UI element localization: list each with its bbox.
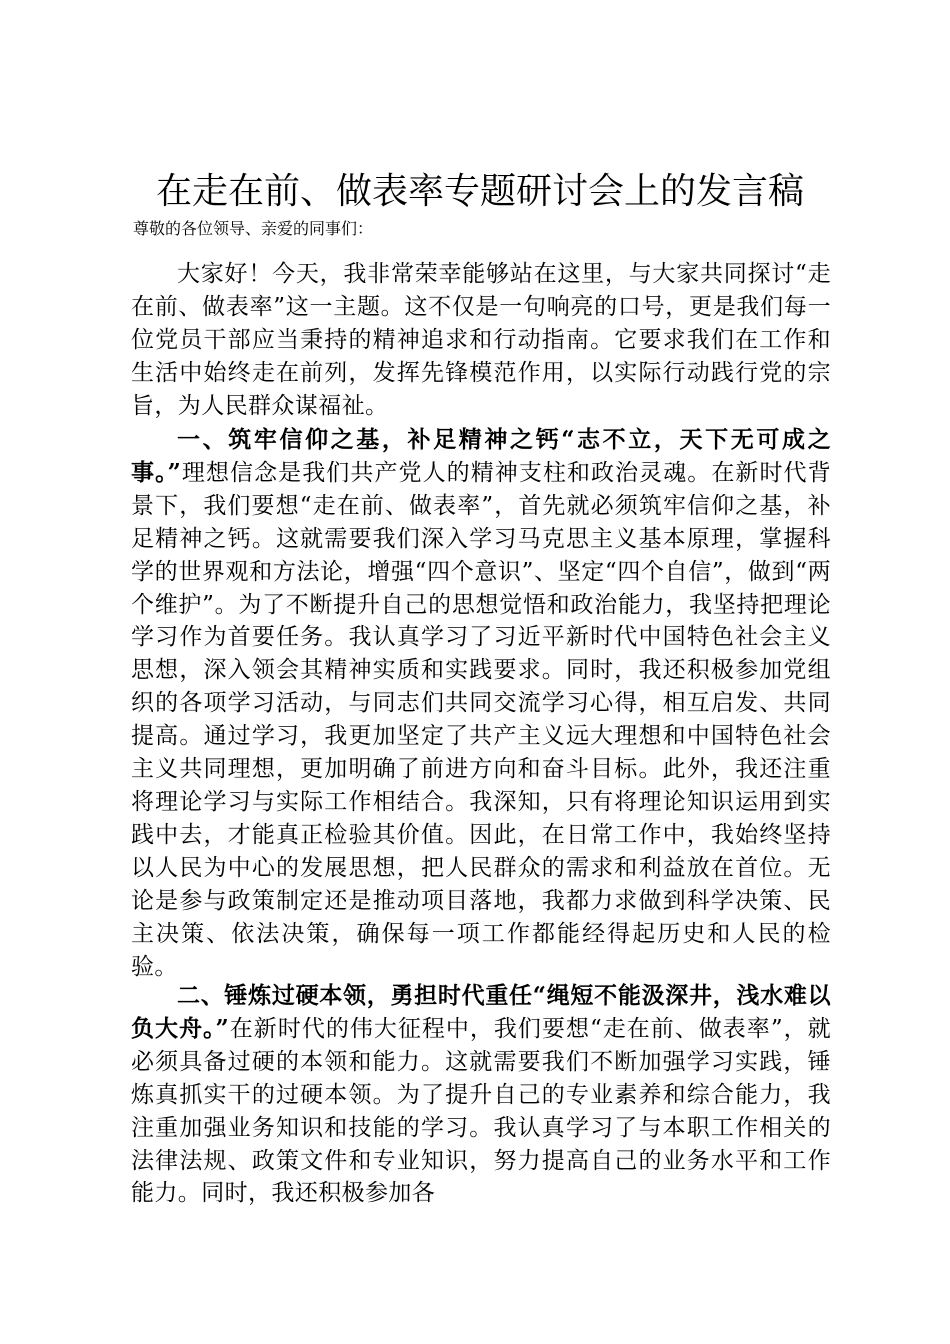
section-1-text: 理想信念是我们共产党人的精神支柱和政治灵魂。在新时代背景下，我们要想“走在前、做表率”，首先就必须筑牢信仰之基，补足精神之钙。这就需要我们深入学习马克思主义基本原理，掌握科学的世界观和方法论，增强“四个意识”、坚定“四个自信”，做到“两个维护”。为了不断提升自己的思想觉悟和政治能力，我坚持把理论学习作为首要任务。我认真学习了习近平新时代中国特色社会主义思想，深入领会其精神实质和实践要求。同时，我还积极参加党组织的各项学习活动，与同志们共同交流学习心得，相互启发、共同提高。通过学习，我更加坚定了共产主义远大理想和中国特色社会主义共同理想，更加明确了前进方向和奋斗目标。此外，我还注重将理论学习与实际工作相结合。我深知，只有将理论知识运用到实践中去，才能真正检验其价值。因此，在日常工作中，我始终坚持以人民为中心的发展思想，把人民群众的需求和利益放在首位。无论是参与政策制定还是推动项目落地，我都力求做到科学决策、民主决策、依法决策，确保每一项工作都能经得起历史和人民的检验。 [131, 459, 831, 980]
section-2-text: 在新时代的伟大征程中，我们要想“走在前、做表率”，就必须具备过硬的本领和能力。这就需要我们不断加强学习实践，锤炼真抓实干的过硬本领。为了提升自己的专业素养和综合能力，我注重加强业务知识和技能的学习。我认真学习了与本职工作相关的法律法规、政策文件和专业知识，努力提高自己的业务水平和工作能力。同时，我还积极参加各 [131, 1015, 832, 1207]
paragraph-intro [131, 258, 831, 423]
section-2-heading: 二、锤炼过硬本领，勇担时代重任“绳短不能汲深井，浅水难以负大舟。” [131, 982, 831, 1042]
section-1-heading: 一、筑牢信仰之基，补足精神之钙“志不立，天下无可成之事。” [131, 426, 831, 486]
paragraph-intro-text: 大家好！今天，我非常荣幸能够站在这里，与大家共同探讨“走在前、做表率”这一主题。这不仅是一句响亮的口号，更是我们每一位党员干部应当秉持的精神追求和行动指南。它要求我们在工作和生活中始终走在前列，发挥先锋模范作用，以实际行动践行党的宗旨，为人民群众谋福祉。 [131, 261, 831, 419]
salutation: 尊敬的各位领导、亲爱的同事们： [133, 219, 374, 238]
paragraph-section-2 [131, 980, 831, 1210]
paragraph-section-1 [131, 424, 831, 983]
document-title: 在走在前、做表率专题研讨会上的发言稿 [155, 171, 804, 212]
